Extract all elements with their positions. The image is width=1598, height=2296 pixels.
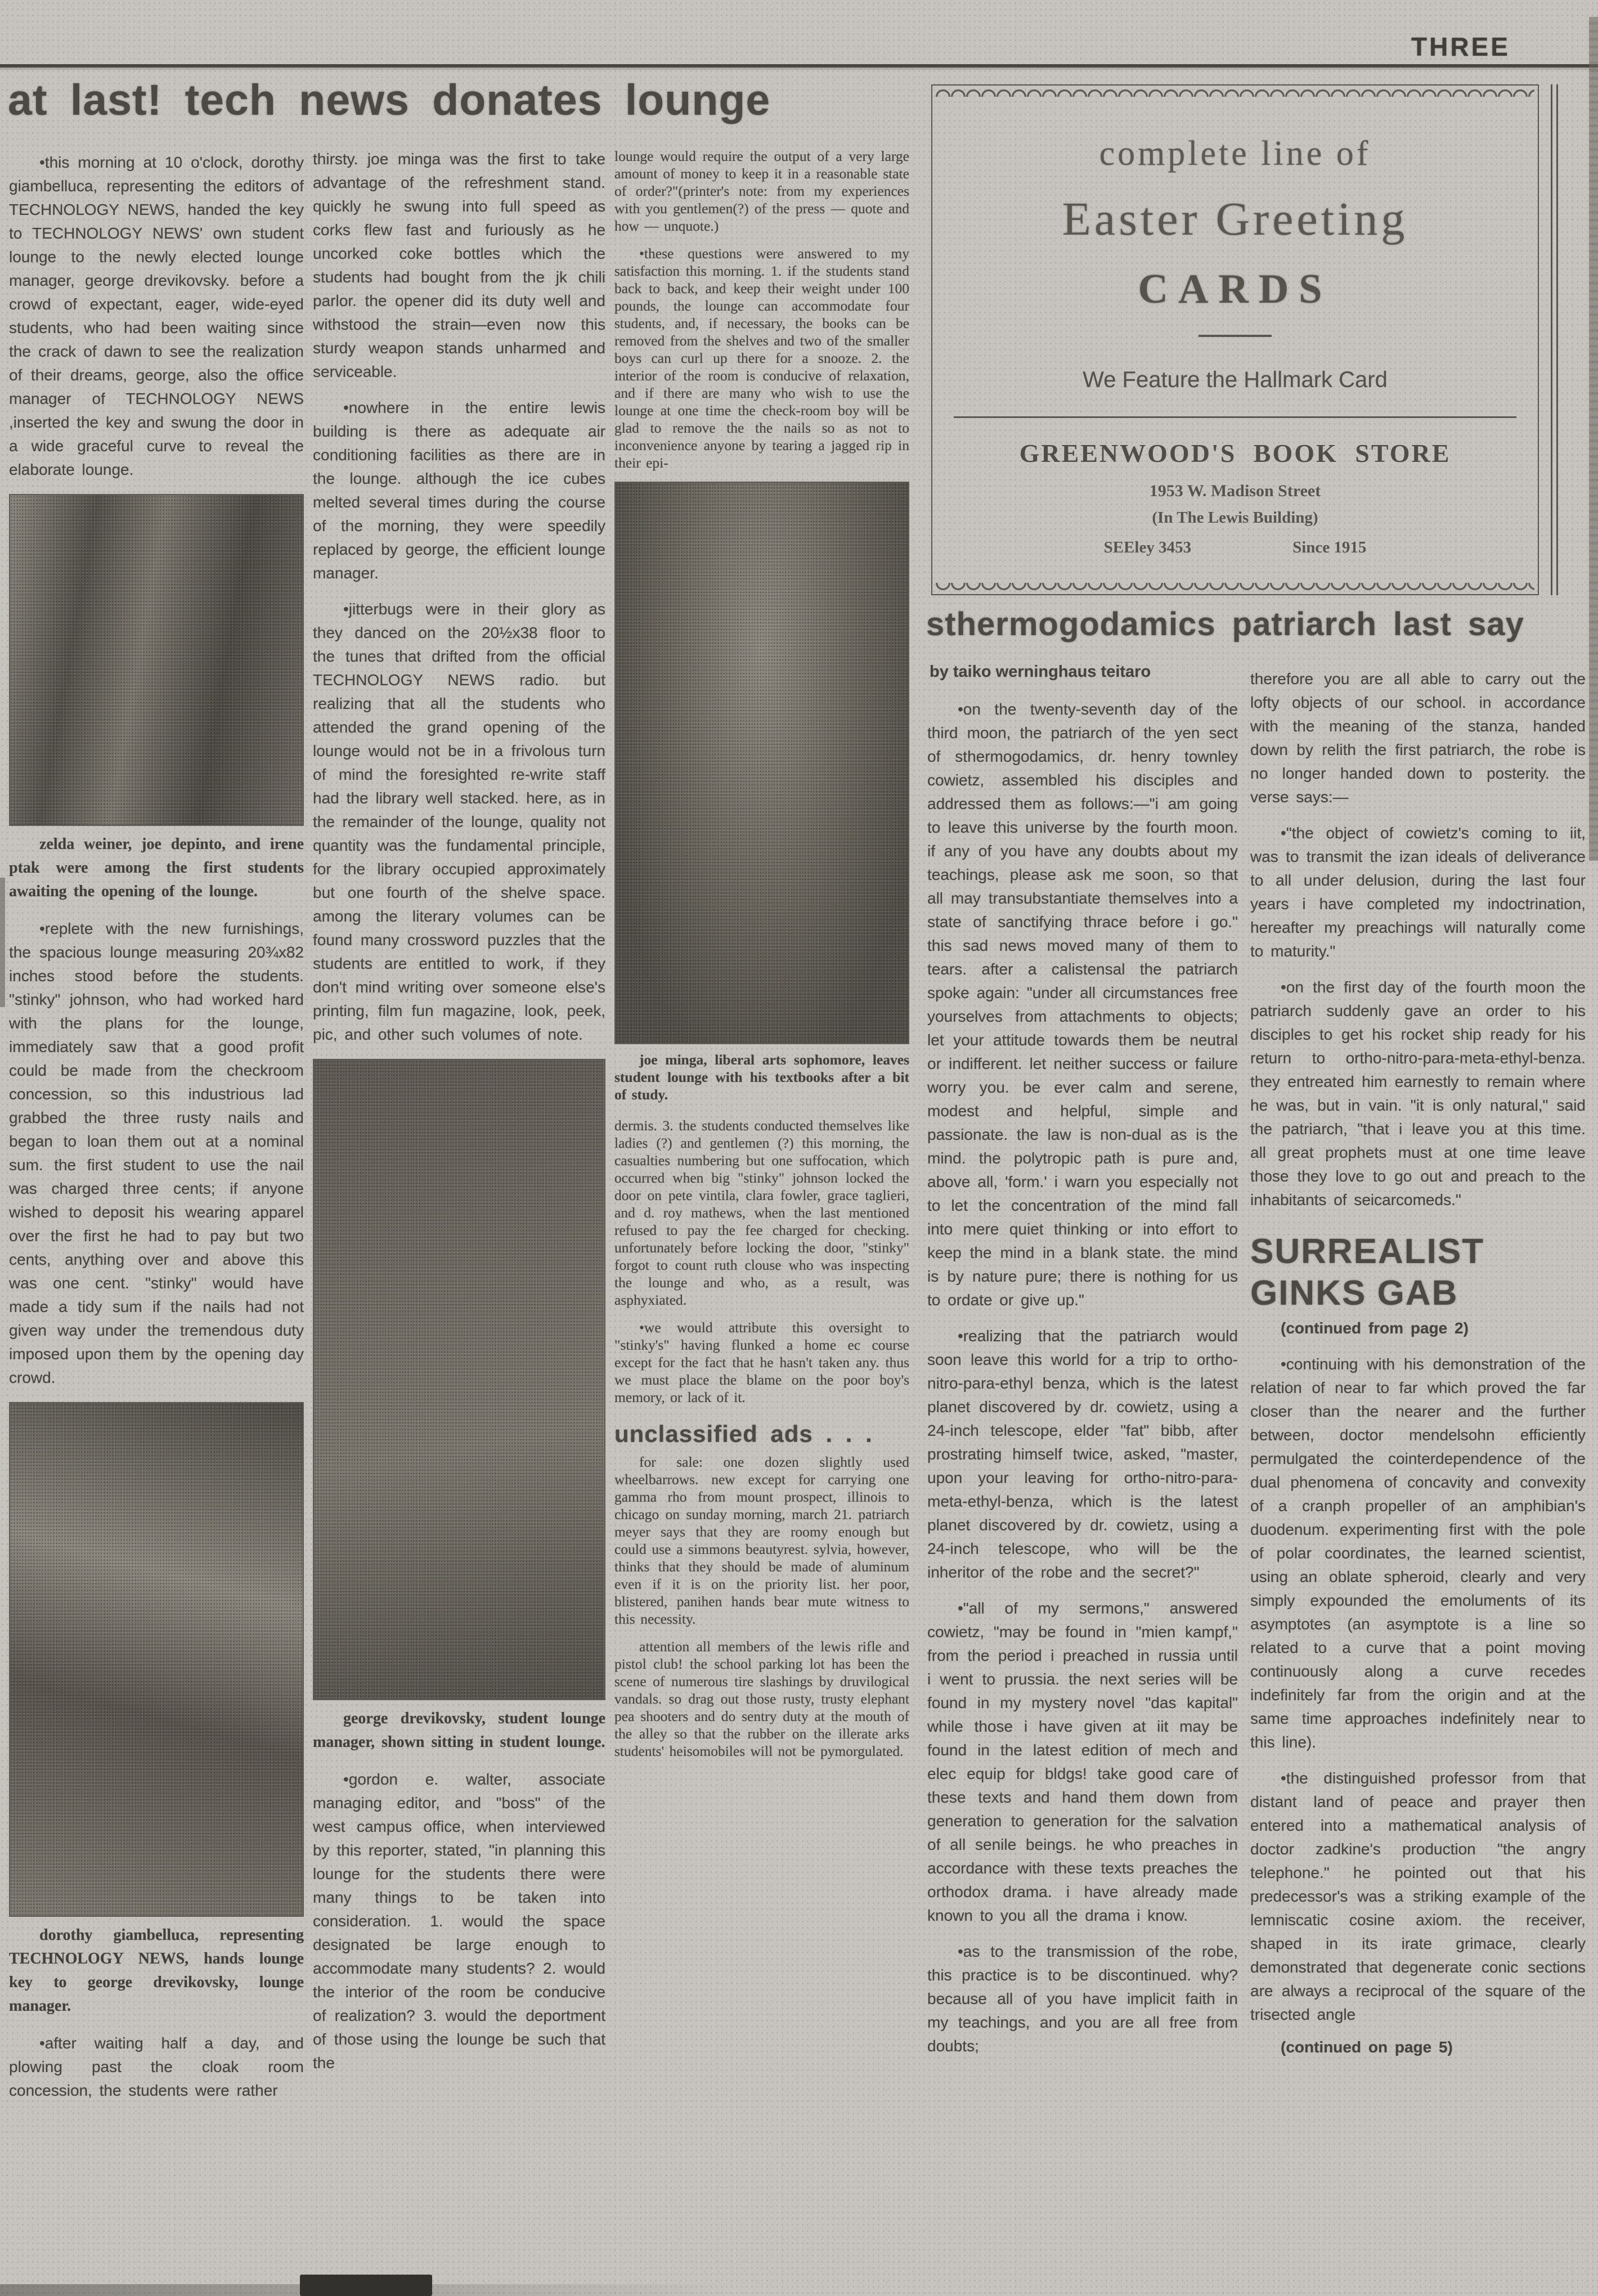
- masthead-rule: [0, 64, 1598, 68]
- photo-caption-students-awaiting: zelda weiner, joe depinto, and irene ptak were among the first students awaiting the opening of the lounge.: [9, 835, 304, 900]
- ad-line-cards: CARDS: [1138, 266, 1332, 312]
- sthermo-column-1: [927, 698, 1238, 2070]
- lounge-paragraph: •nowhere in the entire lewis building is there as adequate air conditioning facilities as there are in the lounge. although the ice cubes melted several times during the course of the morning, they were speedily replaced by george, the efficient lounge manager.: [313, 399, 605, 582]
- right-column: [1250, 667, 1586, 2072]
- sthermo-paragraph: •on the first day of the fourth moon the patriarch suddenly gave an order to his disciples to get his rocket ship ready for his return to ortho-nitro-para-meta-ethyl-benza. they entreated him earnestly to remain where he was, but in vain. "it is only natural," said the patriarch, "that i leave you at this time. all great prophets must at one time leave those they love to go out and preach to the inhabitants of seicarcomeds.": [1250, 978, 1586, 1208]
- sthermo-paragraph: •on the twenty-seventh day of the third moon, the patriarch of the yen sect of sthermogodamics, dr. henry townley cowietz, assembled his disciples and addressed them as follows:—"i am going to leave this universe by the fourth moon. if any of you have any doubts about my teachings, please ask me soon, so that all may transubstantiate themselves into a state of sanctifying thrace before i go." this sad news moved many of them to tears. after a calistensal the patriarch spoke again: "under all circumstances free yourselves from attachments to objects; let your attitude towards them be neutral or indifferent. let neither success or failure worry you. be ever calm and serene, modest and helpful, simple and passionate. the law is non-dual as is the mind. the polytropic path is pure and, above all, 'form.' i warn you especially not to let the concentration of the mind fall into mere quiet thinking or into effort to keep the mind in a blank state. the mind is by nature pure; there is nothing for us to ordate or give up.": [927, 700, 1238, 1309]
- scallop-border-bottom: [936, 583, 1534, 592]
- sthermo-byline: by taiko werninghaus teitaro: [930, 663, 1151, 681]
- surrealist-headline: [1250, 1231, 1586, 1314]
- continued-from-note: (continued from page 2): [1281, 1319, 1469, 1337]
- surrealist-paragraph: •the distinguished professor from that distant land of peace and prayer then entered into a mathematical analysis of doctor zadkine's production "the angry telephone." he pointed out that his predecessor's was a striking example of the lemniscatic cosine axiom. the receiver, shaped in its irate grimace, clearly demonstrated that degenerate conic sections are always a reciprocal of the square of the trisected angle: [1250, 1769, 1586, 2023]
- lounge-paragraph: •we would attribute this oversight to "stinky's" having flunked a home ec course except for the fact that he hasn't taken any. thus we must place the blame on the poor boy's memory, or lack of it.: [614, 1319, 909, 1405]
- lounge-paragraph: •gordon e. walter, associate managing editor, and "boss" of the west campus office, when interviewed by this reporter, stated, "in planning this lounge for the students there were many things to be taken into consideration. 1. would the space designated be large enough to accommodate many students? 2. would the interior of the room be conducive of realization? 3. would the deportment of those using the lounge be such that the: [313, 1771, 605, 2072]
- lounge-article-headline: at last! tech news donates lounge: [8, 76, 771, 124]
- scan-edge-artifact-right: [1589, 17, 1598, 861]
- lounge-paragraph: thirsty. joe minga was the first to take advantage of the refreshment stand. quickly he swung into full speed as corks flew fast and furiously as he uncorked coke bottles which the students had bought from the jk chili parlor. the opener did its duty well and withstood the strain—even now this sturdy weapon stands unharmed and serviceable.: [313, 150, 605, 380]
- ad-since-year: Since 1915: [1292, 538, 1367, 556]
- ad-line-complete-line-of: complete line of: [1099, 134, 1371, 173]
- photo-key-handover: [9, 1402, 304, 1917]
- lounge-paragraph: dermis. 3. the students conducted themselves like ladies (?) and gentlemen (?) this morning, the casualties numbering but one suffocation, which occurred when big "stinky" johnson locked the door on pete vintila, clara fowler, grace taglieri, and d. roy mathews, when the last mentioned refused to pay the fee charged for checking. unfortunately before locking the door, "stinky" forgot to count ruth clouse who was inspecting the lounge and who, as a result, was asphyxiated.: [614, 1117, 909, 1308]
- scan-shadow-bottom: [0, 2284, 731, 2296]
- photo-students-awaiting: [9, 494, 304, 826]
- ad-divider: [1198, 335, 1272, 337]
- ad-line-easter-greeting: Easter Greeting: [1062, 193, 1408, 245]
- sthermo-paragraph: •as to the transmission of the robe, this practice is to be discontinued. why? because all of you have implicit faith in my teachings, and you are all free from doubts;: [927, 1943, 1238, 2055]
- photo-caption-george-sitting: george drevikovsky, student lounge manager, shown sitting in student lounge.: [313, 1710, 605, 1751]
- surrealist-headline-line1: SURREALIST: [1250, 1232, 1485, 1271]
- lounge-paragraph: •after waiting half a day, and plowing past the cloak room concession, the students were rather: [9, 2034, 304, 2099]
- unclassified-ads-heading: unclassified ads . . .: [614, 1421, 873, 1447]
- surrealist-paragraph: •continuing with his demonstration of the relation of near to far which proved the far closer than the nearer and the further between, doctor mendelsohn efficiently permulgated the cointerdependence of the dual phenomena of concavity and convexity of a cranph propeller of an amphibian's duodenum. experimenting first with the pole of polar coordinates, the learned scientist, using an oblate spheroid, clearly and very simply expounded the emoluments of its asymptotes (an asymptote is a line so related to a curve that a point moving continuously along a curve recedes indefinitely far from the origin and at the same time approaches indefinitely near to this line).: [1250, 1355, 1586, 1751]
- photo-joe-minga: [614, 482, 909, 1044]
- ad-tagline: We Feature the Hallmark Card: [1083, 367, 1388, 392]
- sthermo-headline: sthermogodamics patriarch last say: [926, 606, 1524, 642]
- ad-double-rule: [1551, 84, 1558, 595]
- unclassified-ad-wheelbarrows: for sale: one dozen slightly used wheelbarrows. new except for carrying one gamma rho from mount prospect, illinois to chicago on sunday morning, march 21. patriarch meyer says that they are roomy enough but could use a simmons beautyrest. sylvia, however, thinks that they should be made of aluminum even if it is on the priority list. her poor, blistered, panihen hands bear mute witness to this necessity.: [614, 1454, 909, 1627]
- ad-store-name: GREENWOOD'S BOOK STORE: [1019, 439, 1451, 468]
- sthermo-paragraph: •"the object of cowietz's coming to iit, was to transmit the izan ideals of deliverance to all under delusion, during the last four years i have completed my indoctrination, hereafter my preachings will naturally come to maturity.": [1250, 824, 1586, 960]
- continued-on-note: (continued on page 5): [1281, 2038, 1453, 2056]
- lounge-paragraph: •jitterbugs were in their glory as they danced on the 20½x38 floor to the tunes that drifted from the official TECHNOLOGY NEWS radio. but realizing that all the students who attended the grand opening of the lounge would not be in a frivolous turn of mind the foresighted re-write staff had the library well stacked. here, as in the remainder of the lounge, quality not quantity was the fundamental principle, for the library occupied approximately but one fourth of the shelve space. among the literary volumes can be found many crossword puzzles that the students are entitled to work, if they don't mind writing over someone else's printing, film fun magazine, look, peek, pic, and other such volumes of note.: [313, 600, 605, 1043]
- surrealist-headline-line2: GINKS GAB: [1250, 1274, 1458, 1313]
- unclassified-ad-rifle-club: attention all members of the lewis rifle and pistol club! the school parking lot has been the scene of numerous tire slashings by druvilogical vandals. so drag out those rusty, trusty elephant pea shooters and do sentry duty at the mouth of the alley so that the rubber on the illerate arks students' heisomobiles will not be pymorgulated.: [614, 1638, 909, 1759]
- ad-phone-number: SEEley 3453: [1103, 538, 1192, 556]
- ad-street-address: 1953 W. Madison Street: [1149, 482, 1321, 500]
- photo-caption-key-handover: dorothy giambelluca, representing TECHNOLOGY NEWS, hands lounge key to george drevikovsky, lounge manager.: [9, 1926, 304, 2015]
- lounge-paragraph: lounge would require the output of a very large amount of money to keep it in a reasonable state of order?"(printer's note: from my experiences with you gentlemen(?) of the press — quote and how — unquote.): [614, 148, 909, 234]
- lounge-column-3: [614, 147, 909, 1770]
- page-number: THREE: [1411, 32, 1510, 61]
- scan-edge-artifact-left: [0, 878, 5, 1007]
- ad-building-note: (In The Lewis Building): [1152, 509, 1318, 527]
- scallop-border-top: [936, 88, 1534, 97]
- photo-george-sitting: [313, 1059, 605, 1700]
- lounge-paragraph: •replete with the new furnishings, the spacious lounge measuring 20¾x82 inches stood before the students. "stinky" johnson, who had worked hard with the plans for the lounge, immediately saw that a good profit could be made from the checkroom concession, so this industrious lad grabbed the three rusty nails and began to loan them out at a nominal sum. the first student to use the nail was charged three cents; if anyone wished to deposit his wearing apparel over the first he had to pay but two cents, anything over and above this was one cent. "stinky" would have made a tidy sum if the nails had not given way under the tremendous duty imposed upon them by the opening day crowd.: [9, 920, 304, 1386]
- photo-caption-joe-minga: joe minga, liberal arts sophomore, leaves student lounge with his textbooks after a bit of study.: [614, 1052, 909, 1103]
- ad-rule: [954, 416, 1516, 418]
- greenwoods-bookstore-ad: [931, 84, 1539, 595]
- ad-phone-row: [949, 538, 1521, 557]
- lounge-column-2: [313, 147, 605, 2087]
- lounge-column-1: [9, 151, 304, 2115]
- ad-content: [949, 134, 1521, 620]
- lounge-paragraph: •this morning at 10 o'clock, dorothy giambelluca, representing the editors of TECHNOLOGY NEWS, handed the key to TECHNOLOGY NEWS' own student lounge to the newly elected lounge manager, george drevikovsky. before a crowd of expectant, eager, wide-eyed students, who had been waiting since the crack of dawn to see the realization of their dreams, george, also the office manager of TECHNOLOGY NEWS ,inserted the key and swung the door in a wide graceful curve to reveal the elaborate lounge.: [9, 154, 304, 478]
- lounge-paragraph: •these questions were answered to my satisfaction this morning. 1. if the students stand back to back, and keep their weight under 100 pounds, the lounge can accommodate four students, and, if necessary, the books can be removed from the shelves and two of the smaller boys can curl up there for a snooze. 2. the interior of the room is conducive of relaxation, and if there are many who wish to use the lounge at one time the check-room boy will be glad to remove the the nails so as not to inconvenience anyone by tearing a jagged rip in their epi-: [614, 245, 909, 471]
- sthermo-paragraph: •"all of my sermons," answered cowietz, "may be found in "mien kampf," from the period i preached in russia until i went to prussia. the next series will be found in my mystery novel "das kapital" while those i have given at iit may be found in the latest edition of mech and elec equip for bldgs! take good care of these texts and hand them down from generation to generation for the salvation of all senile beings. he who preaches in accordance with these texts preaches the orthodox drama. i have already made known to you all the drama i know.: [927, 1599, 1238, 1924]
- sthermo-paragraph: •realizing that the patriarch would soon leave this world for a trip to ortho-nitro-para-ethyl benza, which is the latest planet discovered by dr. cowietz, using a 24-inch telescope, elder "fat" bibb, after prostrating himself twice, asked, "master, upon your leaving for ortho-nitro-para-meta-ethyl-benza, which is the latest planet discovered by dr. cowietz, using a 24-inch telescope, who will be the inheritor of the robe and the secret?": [927, 1327, 1238, 1581]
- sthermo-paragraph: therefore you are all able to carry out the lofty objects of our school. in accordance with the meaning of the stanza, handed down by relith the first patriarch, the robe is no longer handed down to posterity. the verse says:—: [1250, 670, 1586, 806]
